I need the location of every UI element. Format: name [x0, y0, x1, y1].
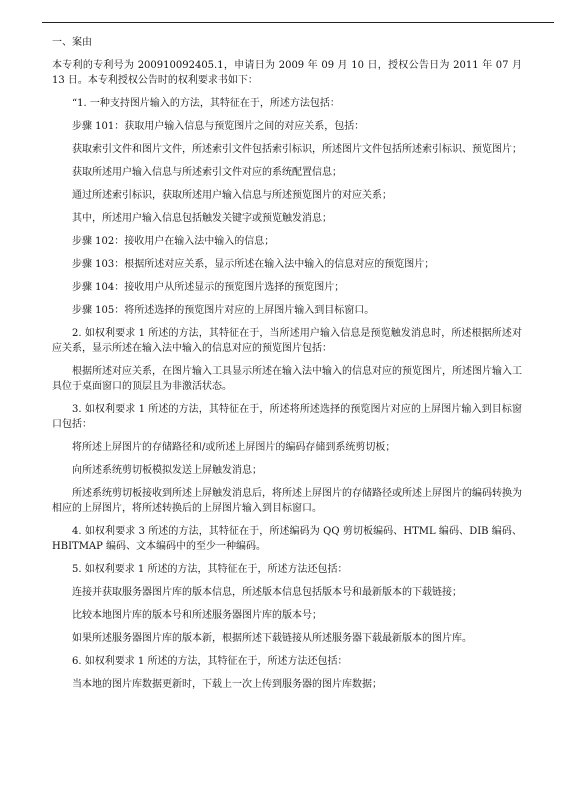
claim-3-detail-1: 将所述上屏图片的存储路径和/或所述上屏图片的编码存储到系统剪切板；: [72, 442, 396, 453]
step-101: 步骤 101：获取用户输入信息与预览图片之间的对应关系，包括：: [72, 121, 365, 132]
claim-2: 2. 如权利要求 1 所述的方法，其特征在于，当所述用户输入信息是预览触发消息时，所述根据所述对应关系，显示所述在输入法中输入的信息对应的预览图片包括：: [52, 328, 522, 354]
claim-5: 5. 如权利要求 1 所述的方法，其特征在于，所述方法还包括：: [72, 564, 348, 575]
step-101-detail-1: 获取索引文件和图片文件，所述索引文件包括索引标识，所述图片文件包括所述索引标识、预览图片；: [72, 144, 522, 155]
step-102: 步骤 102：接收用户在输入法中输入的信息；: [72, 236, 275, 247]
claim-2-detail: 根据所述对应关系，在图片输入工具显示所述在输入法中输入的信息对应的预览图片，所述图片输入工具位于桌面窗口的顶层且为非激活状态。: [52, 366, 522, 392]
step-101-detail-4: 其中，所述用户输入信息包括触发关键字或预览触发消息；: [72, 213, 332, 224]
claim-3: 3. 如权利要求 1 所述的方法，其特征在于，所述将所述选择的预览图片对应的上屏图片输入到目标窗口包括：: [52, 404, 522, 430]
step-105: 步骤 105：将所述选择的预览图片对应的上屏图片输入到目标窗口。: [72, 305, 375, 316]
step-101-detail-2: 获取所述用户输入信息与所述索引文件对应的系统配置信息；: [72, 167, 342, 178]
claim-6: 6. 如权利要求 1 所述的方法，其特征在于，所述方法还包括：: [72, 656, 348, 667]
claim-1-title: “1. 一种支持图片输入的方法，其特征在于，所述方法包括：: [72, 98, 340, 109]
step-101-detail-3: 通过所述索引标识，获取所述用户输入信息与所述预览图片的对应关系；: [72, 190, 392, 201]
section-heading: 一、案由: [52, 37, 92, 48]
claim-6-detail-1: 当本地的图片库数据更新时，下载上一次上传到服务器的图片库数据；: [72, 679, 382, 690]
header-rule: [42, 22, 554, 23]
claim-5-detail-3: 如果所述服务器图片库的版本新，根据所述下载链接从所述服务器下载最新版本的图片库。: [72, 633, 472, 644]
claim-5-detail-1: 连接并获取服务器图片库的版本信息，所述版本信息包括版本号和最新版本的下载链接；: [72, 587, 462, 598]
intro-paragraph: 本专利的专利号为 200910092405.1，申请日为 2009 年 09 月 10 日，授权公告日为 2011 年 07 月 13 日。本专利授权公告时的权利要求书如下：: [52, 60, 522, 86]
claim-3-detail-2: 向所述系统剪切板模拟发送上屏触发消息；: [72, 465, 262, 476]
claim-5-detail-2: 比较本地图片库的版本号和所述服务器图片库的版本号；: [72, 610, 322, 621]
claim-4: 4. 如权利要求 3 所述的方法，其特征在于，所述编码为 QQ 剪切板编码、HTML 编码、DIB 编码、HBITMAP 编码、文本编码中的至少一种编码。: [52, 526, 522, 552]
step-104: 步骤 104：接收用户从所述显示的预览图片选择的预览图片；: [72, 282, 345, 293]
step-103: 步骤 103：根据所述对应关系，显示所述在输入法中输入的信息对应的预览图片；: [72, 259, 435, 270]
claim-3-detail-3: 所述系统剪切板接收到所述上屏触发消息后，将所述上屏图片的存储路径或所述上屏图片的编码转换为相应的上屏图片，将所述转换后的上屏图片输入到目标窗口。: [52, 488, 522, 514]
document-body: [52, 35, 522, 700]
